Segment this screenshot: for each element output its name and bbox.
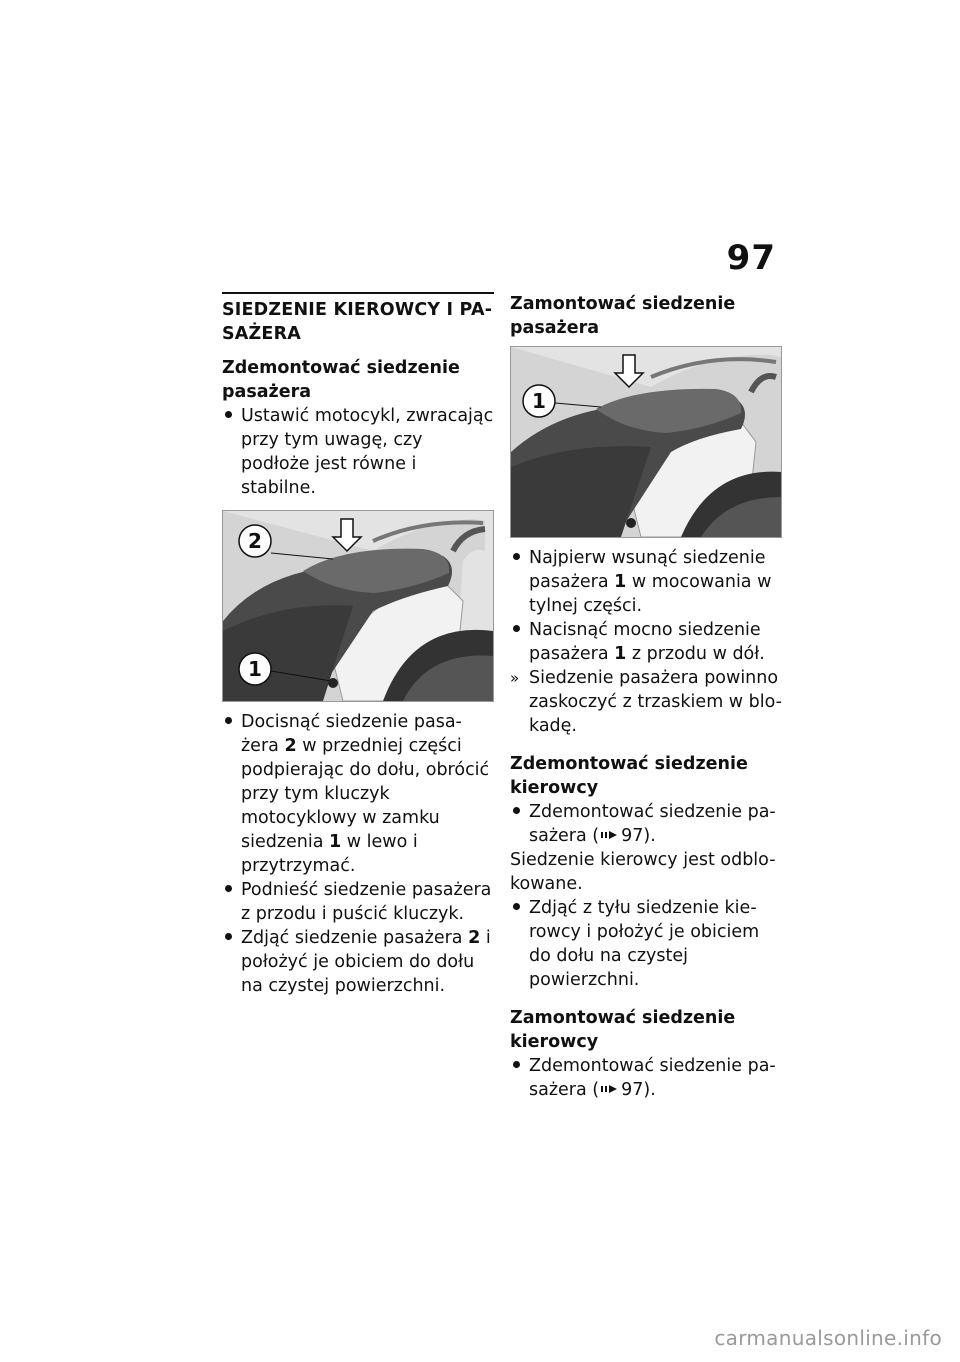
list-item: Podnieść siedzenie pasażera z przodu i puścić kluczyk. — [222, 878, 494, 926]
bullet-icon — [510, 800, 526, 824]
page-reference-arrow-icon — [601, 1078, 619, 1102]
section-title-line2: SAŻERA — [222, 324, 302, 344]
heading-remove-rider-seat: Zdemontować siedzenie kierowcy — [510, 754, 748, 798]
left-column — [222, 292, 494, 998]
bullet-icon — [510, 546, 526, 570]
list-item: Zdemontować siedzenie pa-sażera ( 97). — [510, 1054, 782, 1102]
list-item: Docisnąć siedzenie pasa-żera 2 w przedniej części podpierając do dołu, obrócić przy tym kluczyk motocyklowy w zamku siedzenia 1 w lewo i przytrzymać. — [222, 710, 494, 878]
list-item: Zdemontować siedzenie pa-sażera ( 97). — [510, 800, 782, 848]
figure-label-1: 1 — [248, 657, 262, 681]
watermark-footer: carmanualsonline.info — [714, 1326, 942, 1350]
heading-remove-passenger-seat: Zdemontować siedzenie pasażera — [222, 358, 460, 402]
page-number: 97 — [726, 238, 776, 278]
heading-install-passenger-seat: Zamontować siedzenie pasażera — [510, 294, 736, 338]
result-arrow-icon: » — [510, 669, 520, 687]
bullet-icon — [510, 1054, 526, 1078]
bullet-icon — [222, 710, 238, 734]
section-rule — [222, 292, 494, 294]
figure-label-1: 1 — [532, 389, 546, 413]
list-item: Zdjąć z tyłu siedzenie kie-rowcy i położyć je obiciem do dołu na czystej powierzchni. — [510, 896, 782, 992]
list-item: Nacisnąć mocno siedzenie pasażera 1 z przodu w dół. — [510, 618, 782, 666]
list-item: Zdjąć siedzenie pasażera 2 i położyć je obiciem do dołu na czystej powierzchni. — [222, 926, 494, 998]
bullet-icon — [222, 926, 238, 950]
bullet-icon — [222, 878, 238, 902]
section-title-line1: SIEDZENIE KIEROWCY I PA- — [222, 300, 493, 320]
bullet-icon — [222, 404, 238, 428]
figure-label-2: 2 — [248, 529, 262, 553]
list-item: Ustawić motocykl, zwracając przy tym uwagę, czy podłoże jest równe i stabilne. — [222, 404, 494, 500]
list-item: Najpierw wsunąć siedzenie pasażera 1 w mocowania w tylnej części. — [510, 546, 782, 618]
figure-seat-installation — [510, 346, 782, 538]
right-column — [510, 292, 782, 1102]
page-reference-arrow-icon — [601, 824, 619, 848]
result-item: » Siedzenie pasażera powinno zaskoczyć z trzaskiem w blo-kadę. — [510, 668, 782, 736]
heading-install-rider-seat: Zamontować siedzenie kierowcy — [510, 1008, 736, 1052]
note-text: Siedzenie kierowcy jest odblo-kowane. — [510, 850, 776, 894]
page-reference[interactable]: 97 — [621, 826, 644, 846]
bullet-icon — [510, 618, 526, 642]
bullet-icon — [510, 896, 526, 920]
page-reference[interactable]: 97 — [621, 1080, 644, 1100]
section-title — [222, 298, 494, 346]
figure-seat-removal — [222, 510, 494, 702]
